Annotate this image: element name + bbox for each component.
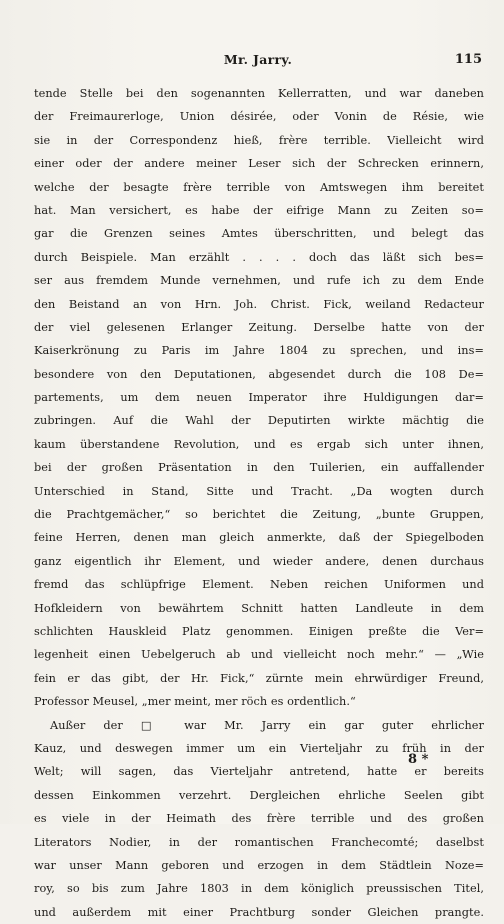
text-line: bei der großen Präsentation in den Tuilerien, ein auffallender [34,461,484,475]
page-header [34,52,482,74]
text-line: Kauz, und deswegen immer um ein Vierteljahr zu früh in der [34,741,484,755]
text-line: fein er das gibt, der Hr. Fick,“ zürnte mein ehrwürdiger Freund, [34,671,484,685]
text-line: die Prachtgemächer,“ so berichtet die Zeitung, „bunte Gruppen, [34,508,484,522]
text-line: gar die Grenzen seines Amtes überschritten, und belegt das [34,227,484,241]
text-line: kaum überstandene Revolution, und es ergab sich unter ihnen, [34,437,484,451]
text-line: fremd das schlüpfrige Element. Neben reichen Uniformen und [34,578,484,592]
text-line: welche der besagte frère terrible von Amtswegen ihm bereitet [34,180,484,194]
text-line: partements, um dem neuen Imperator ihre Huldigungen dar= [34,391,484,405]
text-line: den Beistand an von Hrn. Joh. Christ. Fick, weiland Redacteur [34,297,484,311]
text-line: der viel gelesenen Erlanger Zeitung. Derselbe hatte von der [34,320,484,334]
text-line: tende Stelle bei den sogenannten Kellerratten, und war daneben [34,87,484,100]
text-line: roy, so bis zum Jahre 1803 in dem königlich preussischen Titel, [34,882,484,896]
text-line: Literators Nodier, in der romantischen Franchecomté; daselbst [34,835,484,849]
body-text [34,82,484,924]
text-line: zubringen. Auf die Wahl der Deputirten wirkte mächtig die [34,414,484,428]
text-line: durch Beispiele. Man erzählt . . . . doch das läßt sich bes= [34,250,484,264]
running-title: Mr. Jarry. [223,52,293,67]
text-line: ganz eigentlich ihr Element, und wieder andere, denen durchaus [34,554,484,568]
text-line: Kaiserkrönung zu Paris im Jahre 1804 zu sprechen, und ins= [34,344,484,358]
text-line: Professor Meusel, „mer meint, mer röch es ordentlich.“ [34,695,356,709]
text-line: ser aus fremdem Munde vernehmen, und rufe ich zu dem Ende [34,274,484,288]
text-line: schlichten Hauskleid Platz genommen. Einigen preßte die Ver= [34,624,484,638]
text-line: einer oder der andere meiner Leser sich der Schrecken erinnern, [34,157,484,171]
text-line: Unterschied in Stand, Sitte und Tracht. „Da wogten durch [34,484,484,498]
text-line: Welt; will sagen, das Vierteljahr antretend, hatte er bereits [34,765,484,779]
text-line: besondere von den Deputationen, abgesendet durch die 108 De= [34,367,484,381]
text-line: legenheit einen Uebelgeruch ab und vielleicht noch mehr.“ — „Wie [34,648,484,662]
page-number: 115 [454,52,482,67]
signature-mark: 8 * [408,752,429,767]
text-line: es viele in der Heimath des frère terrible und des großen [34,812,484,826]
text-line: der Freimaurerloge, Union désirée, oder Vonin de Résie, wie [34,110,484,124]
text-line: war unser Mann geboren und erzogen in dem Städtlein Noze= [34,858,484,872]
text-line: dessen Einkommen verzehrt. Dergleichen ehrliche Seelen gibt [34,788,484,802]
text-line: sie in der Correspondenz hieß, frère terrible. Vielleicht wird [34,133,484,147]
text-line: Hofkleidern von bewährtem Schnitt hatten Landleute in dem [34,601,484,615]
text-line: und außerdem mit einer Prachtburg sonder Gleichen prangte. [34,905,484,919]
text-line: feine Herren, denen man gleich anmerkte, daß der Spiegelboden [34,531,484,545]
text-line: hat. Man versichert, es habe der eifrige Mann zu Zeiten so= [34,203,484,217]
text-line: Außer der □ war Mr. Jarry ein gar guter ehrlicher [50,718,484,732]
